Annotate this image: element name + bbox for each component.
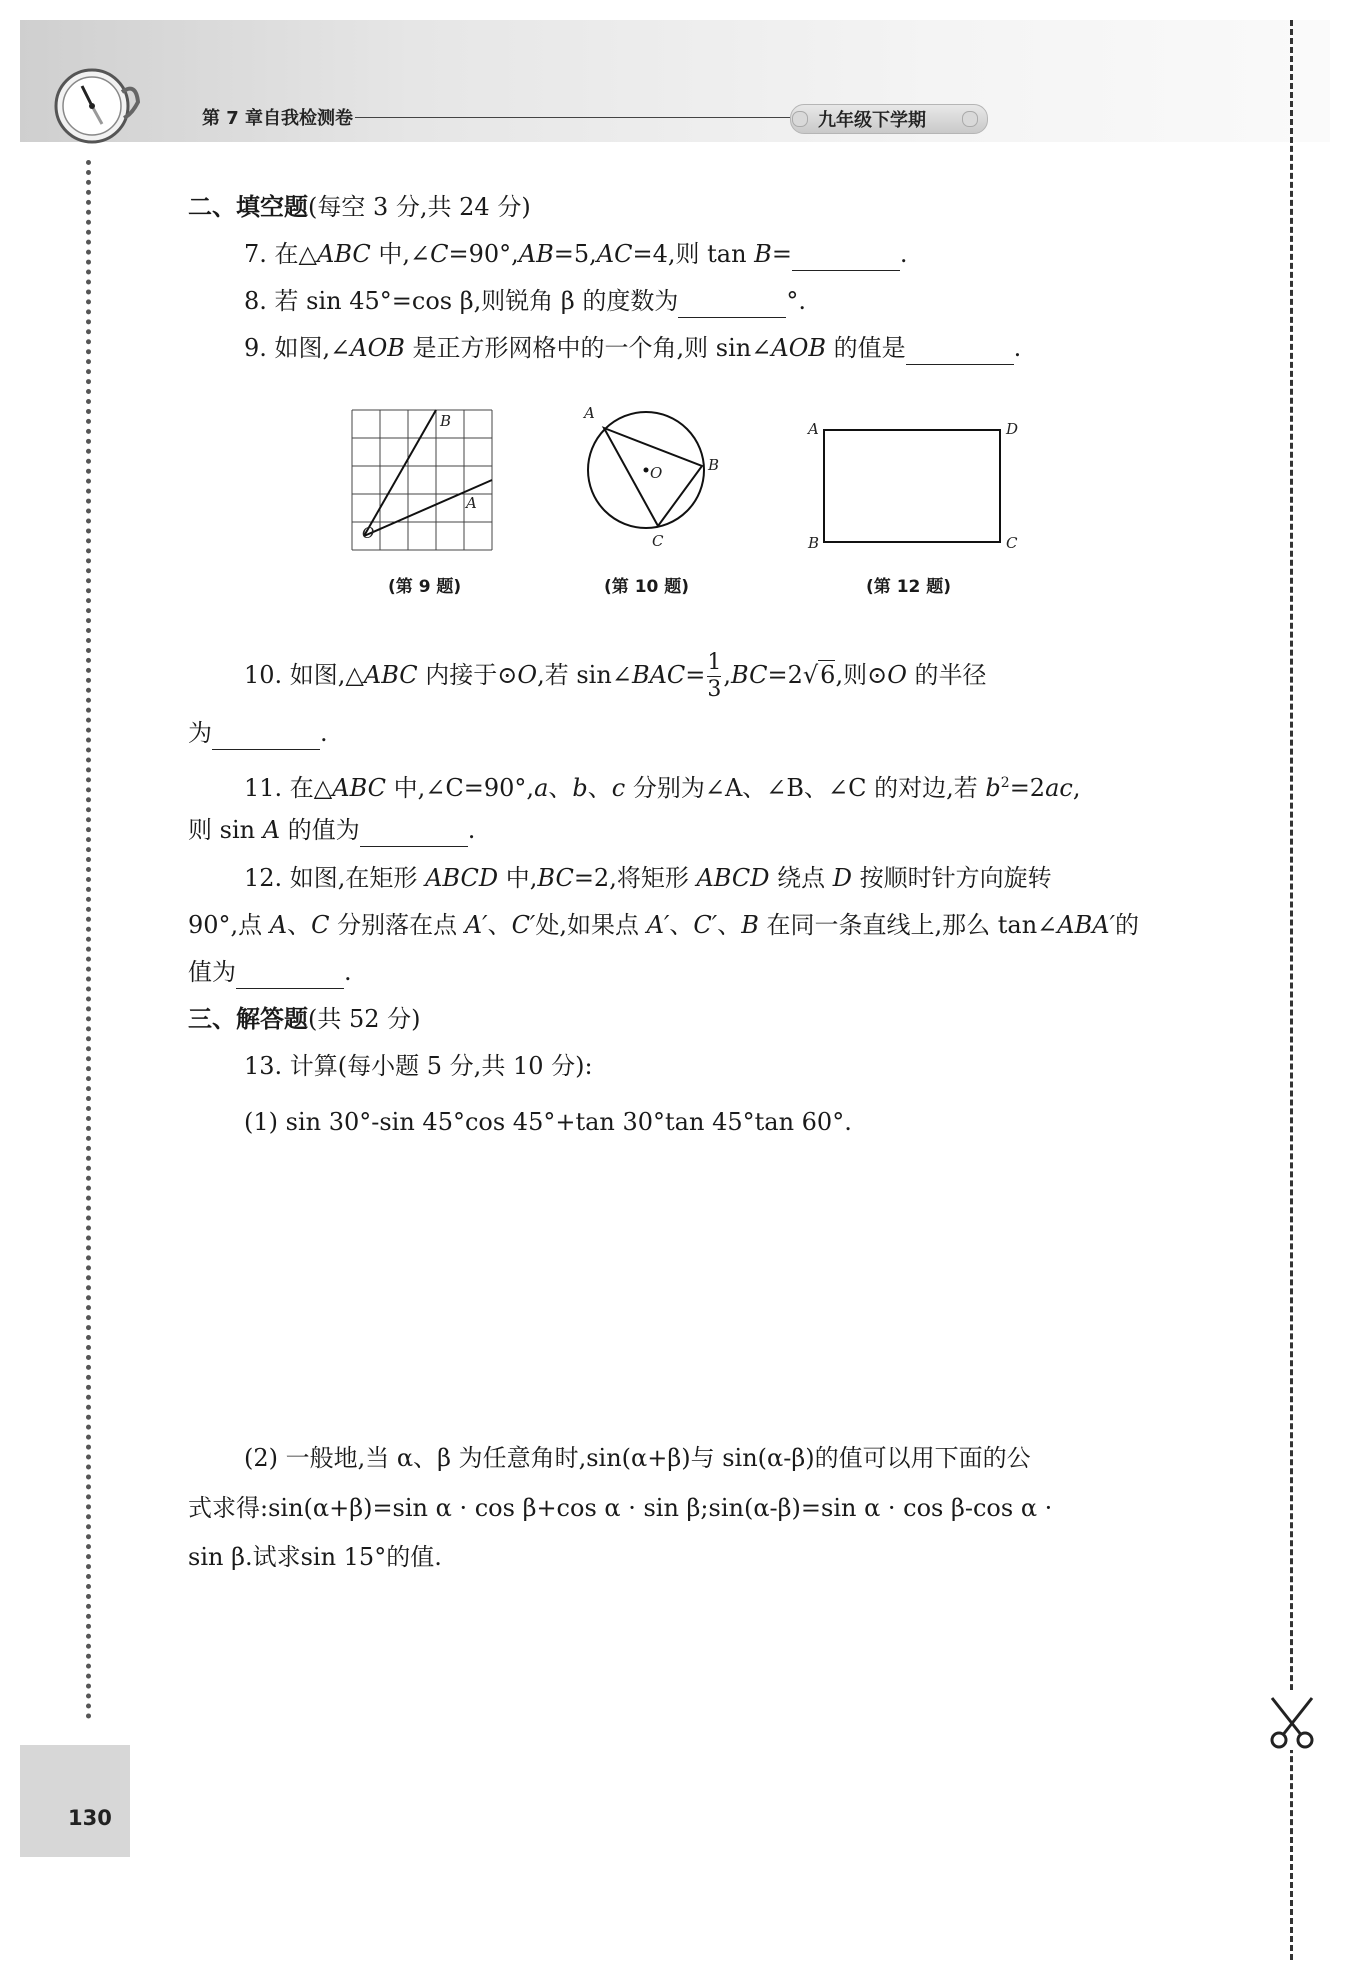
figure-10-circle [570,400,730,560]
question-13-title: 13. 计算(每小题 5 分,共 10 分): [244,1052,593,1080]
center-o-label: O [650,464,663,482]
point-a-label: A [808,420,819,438]
badge-dot-left-icon [792,111,808,127]
point-a-label: A [584,404,595,422]
question-12-line-2: 90°,点 A、C 分别落在点 A′、C′处,如果点 A′、C′、B 在同一条直线上,那么 tan∠ABA′的 [188,911,1140,939]
question-10-line-2: 为 . [188,716,328,750]
question-12: 12. 如图,在矩形 ABCD 中,BC=2,将矩形 ABCD 绕点 D 按顺时针方向旋转 [244,864,1052,892]
question-13-part-1: (1) sin 30°-sin 45°cos 45°+tan 30°tan 45°tan 60°. [244,1108,852,1136]
figure-12-caption: (第 12 题) [866,577,952,597]
point-a-label: A [466,494,477,512]
chapter-title: 第 7 章自我检测卷 [202,108,354,129]
question-11-line-2: 则 sin A 的值为 . [188,813,475,847]
fraction: $\frac{1}{3}$ [707,650,722,702]
point-d-label: D [1006,420,1019,438]
point-b-label: B [440,412,452,430]
figure-9-grid [340,400,510,560]
page-number: 130 [68,1806,112,1830]
cut-line [1290,20,1293,1960]
figure-10-caption: (第 10 题) [604,577,690,597]
question-13-part-2-line-1: (2) 一般地,当 α、β 为任意角时,sin(α+β)与 sin(α-β)的值可以用下面的公 [244,1444,1031,1472]
scissors-icon [1262,1690,1322,1750]
point-c-label: C [1006,534,1018,552]
binding-dotted-line [86,160,91,1720]
point-b-label: B [708,456,720,474]
answer-blank[interactable] [360,820,468,847]
point-b-label: B [808,534,820,552]
section-3-heading: 三、解答题(共 52 分) [188,1004,421,1033]
section-2-heading: 二、填空题(每空 3 分,共 24 分) [188,192,531,221]
question-8: 8. 若 sin 45°=cos β,则锐角 β 的度数为 °. [244,284,806,318]
question-10: 10. 如图,△ABC 内接于⊙O,若 sin∠BAC= $\frac{1}{3}$ ,BC=2√6,则⊙O 的半径 [244,650,987,702]
question-11: 11. 在△ABC 中,∠C=90°,a、b、c 分别为∠A、∠B、∠C 的对边,若 $b^2=2ac$, [244,774,1081,802]
question-13-part-2-line-3: sin β.试求sin 15°的值. [188,1543,442,1571]
question-9: 9. 如图,∠AOB 是正方形网格中的一个角,则 sin∠AOB 的值是 . [244,331,1021,365]
question-12-line-3: 值为 . [188,955,352,989]
badge-dot-right-icon [962,111,978,127]
answer-blank[interactable] [792,244,900,271]
answer-blank[interactable] [212,723,320,750]
page-number-box [20,1745,130,1857]
point-c-label: C [652,532,664,550]
figure-12-rectangle [800,412,1030,562]
figure-9-caption: (第 9 题) [388,577,462,597]
grade-label: 九年级下学期 [818,110,926,131]
question-7: 7. 在△ABC 中,∠C=90°,AB=5,AC=4,则 tan B= . [244,237,908,271]
answer-blank[interactable] [236,962,344,989]
question-13-part-2-line-2: 式求得:sin(α+β)=sin α · cos β+cos α · sin β;sin(α-β)=sin α · cos β-cos α · [188,1494,1053,1522]
compass-logo-icon [52,62,140,150]
point-o-label: O [362,524,375,542]
answer-blank[interactable] [678,291,786,318]
answer-blank[interactable] [906,338,1014,365]
header-rule [355,117,790,118]
